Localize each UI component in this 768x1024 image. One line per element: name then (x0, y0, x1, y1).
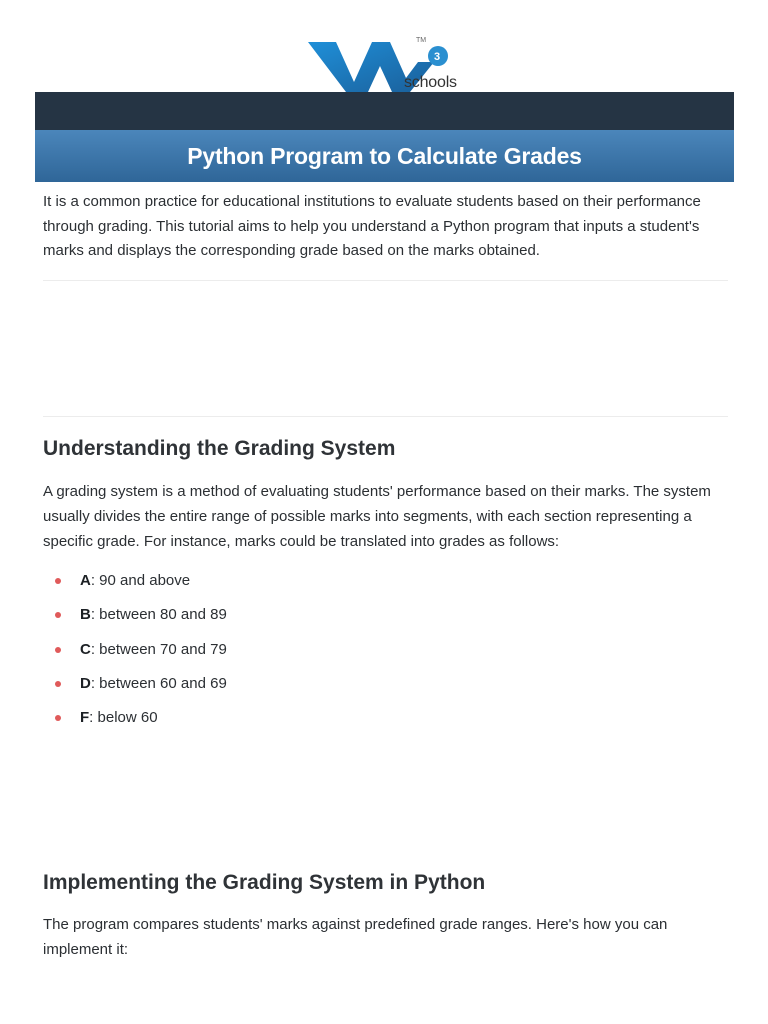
bullet-icon (55, 647, 61, 653)
section-heading-grading-system: Understanding the Grading System (43, 437, 396, 460)
grade-range: : 90 and above (90, 572, 191, 589)
divider (43, 280, 728, 281)
grade-letter: A (80, 572, 91, 589)
grade-range: : below 60 (89, 709, 158, 727)
bullet-icon (55, 681, 61, 687)
grade-letter: F (80, 709, 90, 727)
grade-list (55, 571, 227, 742)
w3schools-logo[interactable] (306, 38, 466, 94)
grade-letter: D (80, 674, 91, 692)
list-item (55, 640, 227, 674)
list-item (55, 571, 227, 605)
bullet-icon (55, 578, 61, 584)
bullet-icon (55, 715, 61, 721)
header-dark-bar (35, 92, 734, 130)
grade-range: : between 60 and 69 (90, 674, 227, 692)
intro-paragraph: It is a common practice for educational institutions to evaluate students based on their performance through grading. This tutorial aims to help you understand a Python program that inputs a student's marks and displays the corresponding grade based on the marks obtained. (43, 193, 701, 259)
bullet-icon (55, 612, 61, 618)
grading-system-paragraph: A grading system is a method of evaluating students' performance based on their marks. The system usually divides the entire range of possible marks into segments, with each section representing a specific grade. For instance, marks could be translated into grades as follows: (43, 483, 711, 550)
logo-trademark: TM (416, 37, 427, 44)
section-heading-implementation: Implementing the Grading System in Python (43, 871, 486, 894)
grade-range: : between 70 and 79 (90, 640, 227, 658)
logo-text: schools (404, 74, 457, 91)
list-item (55, 674, 227, 708)
page-title: Python Program to Calculate Grades (187, 142, 582, 169)
implementation-paragraph: The program compares students' marks against predefined grade ranges. Here's how you can implement it: (43, 916, 668, 958)
grade-range: : between 80 and 89 (90, 606, 227, 624)
grade-letter: B (80, 606, 91, 624)
list-item (55, 605, 227, 639)
svg-text:3: 3 (434, 51, 441, 63)
grade-letter: C (80, 640, 91, 658)
divider (43, 416, 728, 417)
title-banner (35, 130, 734, 182)
list-item (55, 708, 227, 742)
